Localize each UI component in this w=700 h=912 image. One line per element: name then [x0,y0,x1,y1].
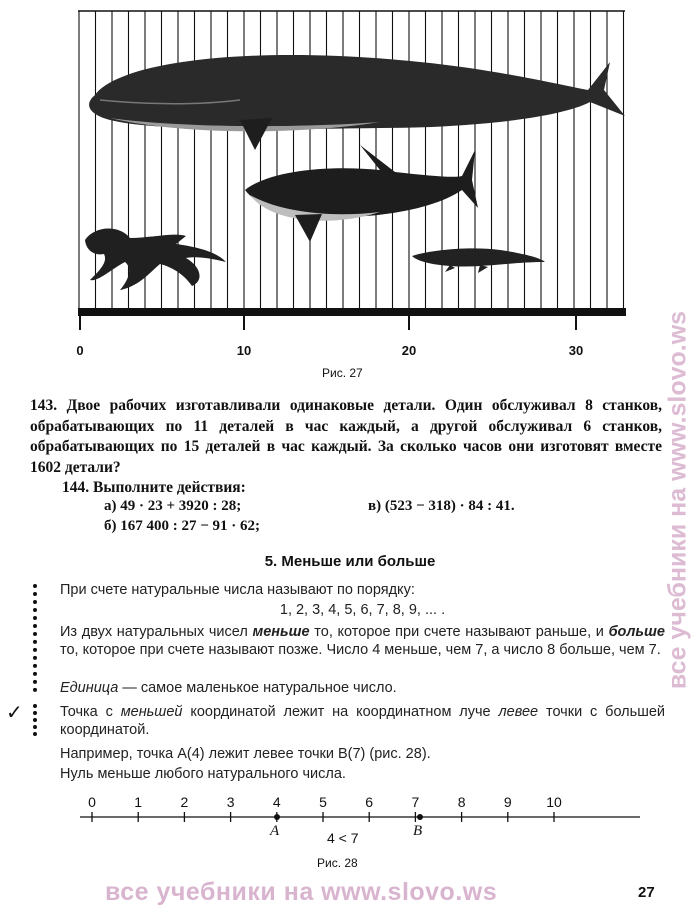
shark-illustration [245,145,478,242]
watermark-side: все учебники на www.slovo.ws [663,310,692,690]
margin-dots-top [33,584,41,692]
axis-label-20: 20 [401,343,417,358]
figure-27 [0,0,700,360]
text: Из двух натуральных чисел [60,624,253,640]
emphasis-lesser: меньшей [120,704,183,720]
paragraph-zero: Нуль меньше любого натурального числа. [60,766,346,782]
number-line-label-9: 9 [503,794,512,810]
number-line-label-7: 7 [411,794,420,810]
problem-143-text: Двое рабочих изготавливали одинаковые детали. Один обслуживал 8 станков, обрабатывающих по 11 деталей в час каждый, а другой обслуживал 6 станков, обрабатывающих по 15 деталей в час каждый. За сколько часов они изготовят вместе 1602 детали? [30,397,662,476]
number-sequence: 1, 2, 3, 4, 5, 6, 7, 8, 9, ... . [279,602,446,618]
point-a-marker [274,814,280,820]
figure-28-caption: Рис. 28 [317,856,358,870]
page-number: 27 [638,884,655,901]
check-icon: ✓ [6,700,23,724]
octopus-illustration [85,228,226,290]
problem-144-number: 144. [62,479,90,496]
paragraph-example: Например, точка A(4) лежит левее точки B(7) (рис. 28). [60,746,431,762]
number-line-label-6: 6 [365,794,374,810]
text: точки с большей координатой. [60,704,665,738]
scale-bar [78,308,626,316]
figure-27-caption: Рис. 27 [322,366,363,380]
number-line-label-4: 4 [272,794,281,810]
number-line-label-10: 10 [546,794,562,810]
text: то, которое при счете называют позже. Число 4 меньше, чем 7, а число 8 больше, чем 7. [60,641,661,658]
text: то, которое при счете называют раньше, и [309,624,609,640]
emphasis-more: больше [608,624,665,640]
paragraph-counting: При счете натуральные числа называют по порядку: [60,582,415,598]
number-line-label-5: 5 [319,794,327,810]
emphasis-left: левее [498,704,539,720]
axis-label-10: 10 [236,343,252,358]
number-line-label-2: 2 [180,794,189,810]
problem-144 [62,478,562,499]
point-b-marker [417,814,423,820]
axis-label-30: 30 [568,343,584,358]
number-line-label-3: 3 [226,794,235,810]
exercise-c: в) (523 − 318) · 84 : 41. [368,498,515,514]
inequality-label: 4 < 7 [327,830,359,846]
paragraph-unit [60,680,665,698]
exercise-b: б) 167 400 : 27 − 91 · 62; [104,518,261,534]
margin-dots-bottom [33,704,41,736]
number-line-label-1: 1 [134,794,143,810]
section-title: 5. Меньше или больше [264,553,436,570]
text: Точка с [60,704,121,720]
text: координатой лежит на координатном луче [182,704,499,720]
point-b-label: B [413,823,423,839]
emphasis-less: меньше [252,624,310,640]
problem-143 [30,396,662,478]
problem-143-number: 143. [30,397,58,414]
paragraph-coordinate-rule [60,704,665,739]
text: — самое маленькое натуральное число. [118,680,397,696]
axis-label-0: 0 [76,343,84,358]
whale-illustration [89,55,625,150]
number-line-label-0: 0 [88,794,96,810]
point-a-label: A [270,823,280,839]
watermark-bottom: все учебники на www.slovo.ws [105,878,498,906]
number-line-label-8: 8 [457,794,466,810]
exercise-a: а) 49 · 23 + 3920 : 28; [104,498,242,514]
paragraph-less-more [60,624,665,659]
emphasis-unit: Единица [60,680,119,696]
problem-144-instruction: Выполните действия: [93,479,246,496]
